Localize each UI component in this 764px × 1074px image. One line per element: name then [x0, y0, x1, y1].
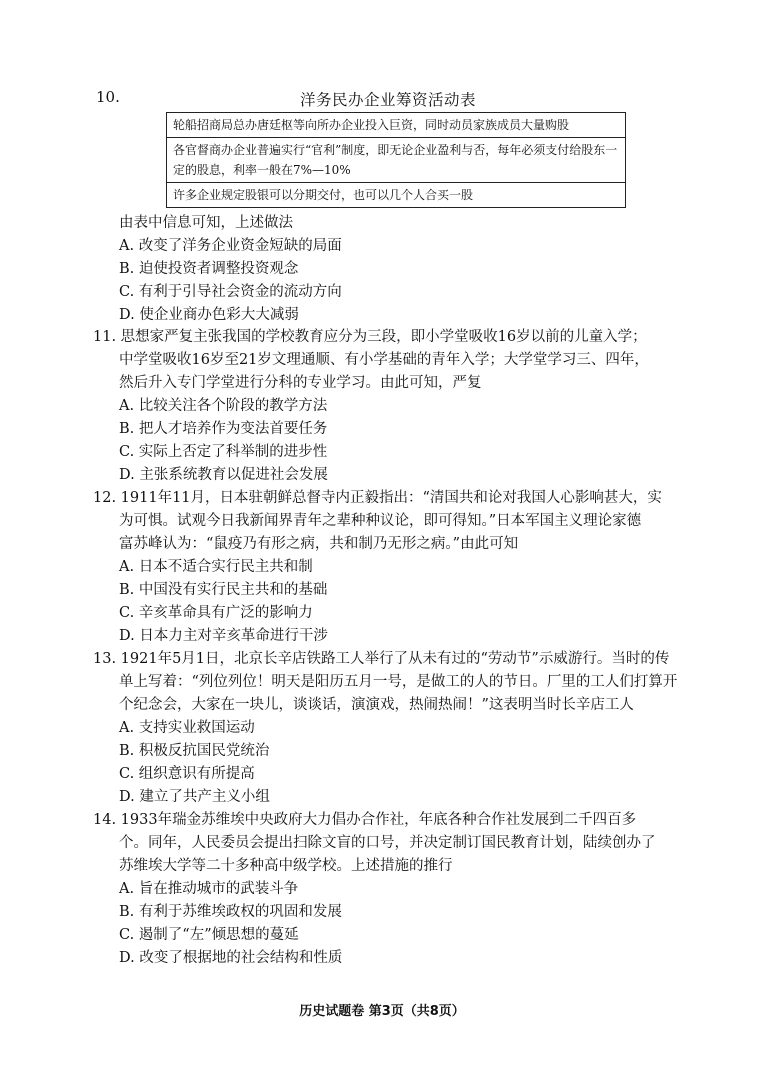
answer-option-a: A. 旨在推动城市的武装斗争 — [119, 881, 299, 897]
question-stem-line: 然后升入专门学堂进行分科的专业学习。由此可知，严复 — [119, 375, 482, 391]
question-12 — [93, 487, 673, 648]
answer-option-a: A. 改变了洋务企业资金短缺的局面 — [119, 238, 342, 254]
answer-option-c: C. 辛亥革命具有广泛的影响力 — [119, 605, 313, 621]
answer-option-d: D. 日本力主对辛亥革命进行干涉 — [119, 628, 328, 644]
answer-option-a: A. 比较关注各个阶段的教学方法 — [119, 398, 328, 414]
table-row — [167, 183, 626, 208]
table-cell: 各官督商办企业普遍实行“官利”制度，即无论企业盈利与否，每年必须支付给股东一定的股息，利率一般在7%—10% — [167, 138, 626, 183]
question-stem-line: 苏维埃大学等二十多种高中级学校。上述措施的推行 — [119, 858, 453, 874]
question-10-body — [93, 212, 673, 327]
answer-option-b: B. 有利于苏维埃政权的巩固和发展 — [119, 904, 342, 920]
page-footer: 历史试题卷 第3页（共8页） — [299, 1004, 465, 1019]
question-11 — [93, 326, 673, 487]
question-stem-line: 为可惧。试观今日我新闻界青年之辈种种议论，即可得知。”日本军国主义理论家德 — [119, 513, 642, 529]
answer-option-b: B. 中国没有实行民主共和的基础 — [119, 582, 328, 598]
table-title: 洋务民办企业筹资活动表 — [300, 91, 477, 109]
answer-option-a: A. 支持实业救国运动 — [119, 720, 255, 736]
answer-option-c: C. 遏制了“左”倾思想的蔓延 — [119, 927, 299, 943]
question-stem-line: 11. 思想家严复主张我国的学校教育应分为三段，即小学堂吸收16岁以前的儿童入学； — [93, 329, 647, 345]
question-stem-line: 14. 1933年瑞金苏维埃中央政府大力倡办合作社，年底各种合作社发展到二千四百多 — [93, 812, 637, 828]
question-stem-line: 12. 1911年11月，日本驻朝鲜总督寺内正毅指出：“清国共和论对我国人心影响甚大，实 — [93, 490, 662, 506]
question-14 — [93, 809, 673, 970]
table-cell: 轮船招商局总办唐廷枢等向所办企业投入巨资，同时动员家族成员大量购股 — [167, 113, 626, 138]
question-stem-line: 13. 1921年5月1日，北京长辛店铁路工人举行了从未有过的“劳动节”示威游行。当时的传 — [93, 651, 670, 667]
question-stem-line: 富苏峰认为：“鼠疫乃有形之病，共和制乃无形之病。”由此可知 — [119, 536, 519, 552]
answer-option-a: A. 日本不适合实行民主共和制 — [119, 559, 313, 575]
fundraising-table — [166, 112, 626, 208]
table-cell: 许多企业规定股银可以分期交付，也可以几个人合买一股 — [167, 183, 626, 208]
question-stem-line: 单上写着：“列位列位！明天是阳历五月一号，是做工的人的节日。厂里的工人们打算开 — [119, 674, 678, 690]
question-13 — [93, 648, 678, 809]
answer-option-d: D. 改变了根据地的社会结构和性质 — [119, 950, 343, 966]
table-row — [167, 138, 626, 183]
answer-option-d: D. 建立了共产主义小组 — [119, 789, 270, 805]
question-stem: 由表中信息可知，上述做法 — [119, 215, 293, 231]
answer-option-d: D. 主张系统教育以促进社会发展 — [119, 467, 328, 483]
answer-option-d: D. 使企业商办色彩大大减弱 — [119, 307, 299, 323]
answer-option-c: C. 组织意识有所提高 — [119, 766, 255, 782]
question-stem-line: 中学堂吸收16岁至21岁文理通顺、有小学基础的青年入学；大学堂学习三、四年， — [119, 352, 649, 368]
answer-option-b: B. 迫使投资者调整投资观念 — [119, 261, 299, 277]
answer-option-b: B. 积极反抗国民党统治 — [119, 743, 270, 759]
answer-option-c: C. 实际上否定了科举制的进步性 — [119, 444, 328, 460]
question-stem-line: 个纪念会，大家在一块儿，谈谈话，演演戏，热闹热闹！”这表明当时长辛店工人 — [119, 697, 634, 713]
answer-option-b: B. 把人才培养作为变法首要任务 — [119, 421, 328, 437]
question-stem-line: 个。同年，人民委员会提出扫除文盲的口号，并决定制订国民教育计划，陆续创办了 — [119, 835, 656, 851]
table-row — [167, 113, 626, 138]
question-10-number: 10. — [96, 88, 120, 106]
answer-option-c: C. 有利于引导社会资金的流动方向 — [119, 284, 342, 300]
